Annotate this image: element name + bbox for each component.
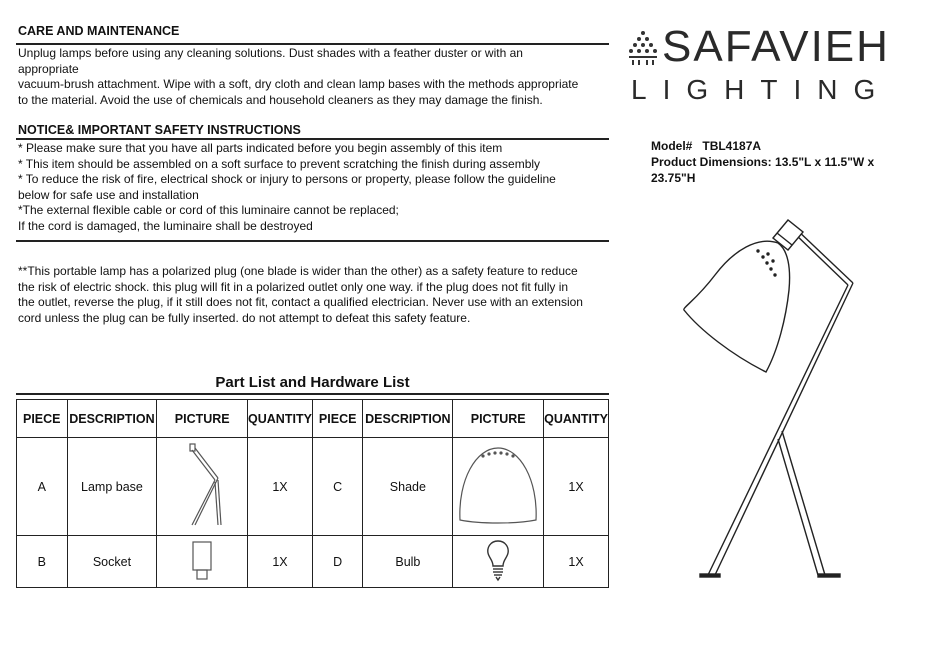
parts-table	[16, 399, 609, 588]
care-line: Unplug lamps before using any cleaning solutions. Dust shades with a feather duster or with an	[18, 46, 523, 60]
plug-line: the outlet, reverse the plug, if it still does not fit, contact a qualified electrician. Never use with an extension	[18, 295, 583, 309]
table-row	[17, 438, 609, 536]
care-heading: CARE AND MAINTENANCE	[18, 24, 180, 38]
dims-line: Product Dimensions: 13.5"L x 11.5"W x	[651, 155, 875, 169]
care-line: appropriate	[18, 61, 79, 76]
tripod-table-lamp-drawing	[660, 210, 890, 590]
model-number: TBL4187A	[702, 139, 762, 153]
picture-cell	[453, 536, 544, 588]
brand-sub: LIGHTING	[631, 74, 892, 105]
model-line	[651, 138, 874, 154]
bulb-icon	[483, 538, 513, 582]
table-row	[17, 536, 609, 588]
picture-cell	[157, 438, 248, 536]
description-cell: Lamp base	[67, 438, 157, 536]
plug-warning-text	[18, 264, 618, 326]
quantity-cell: 1X	[248, 536, 313, 588]
care-text	[18, 46, 618, 108]
header-picture: PICTURE	[157, 400, 248, 438]
quantity-cell: 1X	[248, 438, 313, 536]
notice-heading: NOTICE& IMPORTANT SAFETY INSTRUCTIONS	[18, 123, 301, 137]
description-cell: Bulb	[363, 536, 453, 588]
lamp-base-icon	[177, 440, 227, 530]
chandelier-triangle-icon	[626, 29, 660, 69]
notice-bottom-rule	[16, 240, 609, 242]
notice-line: If the cord is damaged, the luminaire shall be destroyed	[18, 218, 313, 233]
notice-line: * This item should be assembled on a soft surface to prevent scratching the finish during assembly	[18, 156, 541, 171]
quantity-cell: 1X	[544, 438, 609, 536]
description-cell: Shade	[363, 438, 453, 536]
shade-icon	[456, 440, 540, 530]
care-line: vacuum-brush attachment. Wipe with a soft, dry cloth and clean lamp bases with the methods appropriate	[18, 77, 579, 91]
header-description: DESCRIPTION	[67, 400, 157, 438]
header-description: DESCRIPTION	[363, 400, 453, 438]
header-piece: PIECE	[312, 400, 363, 438]
socket-icon	[187, 538, 217, 582]
picture-cell	[453, 438, 544, 536]
piece-cell: A	[17, 438, 68, 536]
header-picture: PICTURE	[453, 400, 544, 438]
header-piece: PIECE	[17, 400, 68, 438]
notice-line: *The external flexible cable or cord of this luminaire cannot be replaced;	[18, 203, 399, 217]
notice-text	[18, 141, 618, 234]
notice-line: below for safe use and installation	[18, 187, 199, 202]
parts-header-row	[17, 400, 609, 438]
care-line: to the material. Avoid the use of chemicals and household cleaners as they may damage the finish.	[18, 92, 543, 107]
care-rule	[16, 43, 609, 45]
description-cell: Socket	[67, 536, 157, 588]
parts-title-rule	[16, 393, 609, 395]
piece-cell: C	[312, 438, 363, 536]
parts-title: Part List and Hardware List	[215, 374, 410, 391]
notice-line: * To reduce the risk of fire, electrical shock or injury to persons or property, please follow the guideline	[18, 172, 556, 186]
quantity-cell: 1X	[544, 536, 609, 588]
piece-cell: B	[17, 536, 68, 588]
picture-cell	[157, 536, 248, 588]
notice-rule	[16, 138, 609, 140]
piece-cell: D	[312, 536, 363, 588]
plug-line: **This portable lamp has a polarized plug (one blade is wider than the other) as a safety feature to reduce	[18, 264, 578, 278]
header-quantity: QUANTITY	[248, 400, 313, 438]
brand-name: SAFAVIEH	[662, 22, 890, 71]
notice-line: * Please make sure that you have all parts indicated before you begin assembly of this item	[18, 141, 503, 155]
dims-line: 23.75"H	[651, 171, 696, 185]
model-label: Model#	[651, 139, 693, 153]
plug-line: the risk of electric shock. this plug will fit in a polarized outlet only one way. if the plug does not fit fully in	[18, 279, 569, 294]
header-quantity: QUANTITY	[544, 400, 609, 438]
product-specs	[651, 138, 874, 186]
plug-line: cord unless the plug can be fully inserted. do not attempt to defeat this safety feature.	[18, 310, 471, 325]
